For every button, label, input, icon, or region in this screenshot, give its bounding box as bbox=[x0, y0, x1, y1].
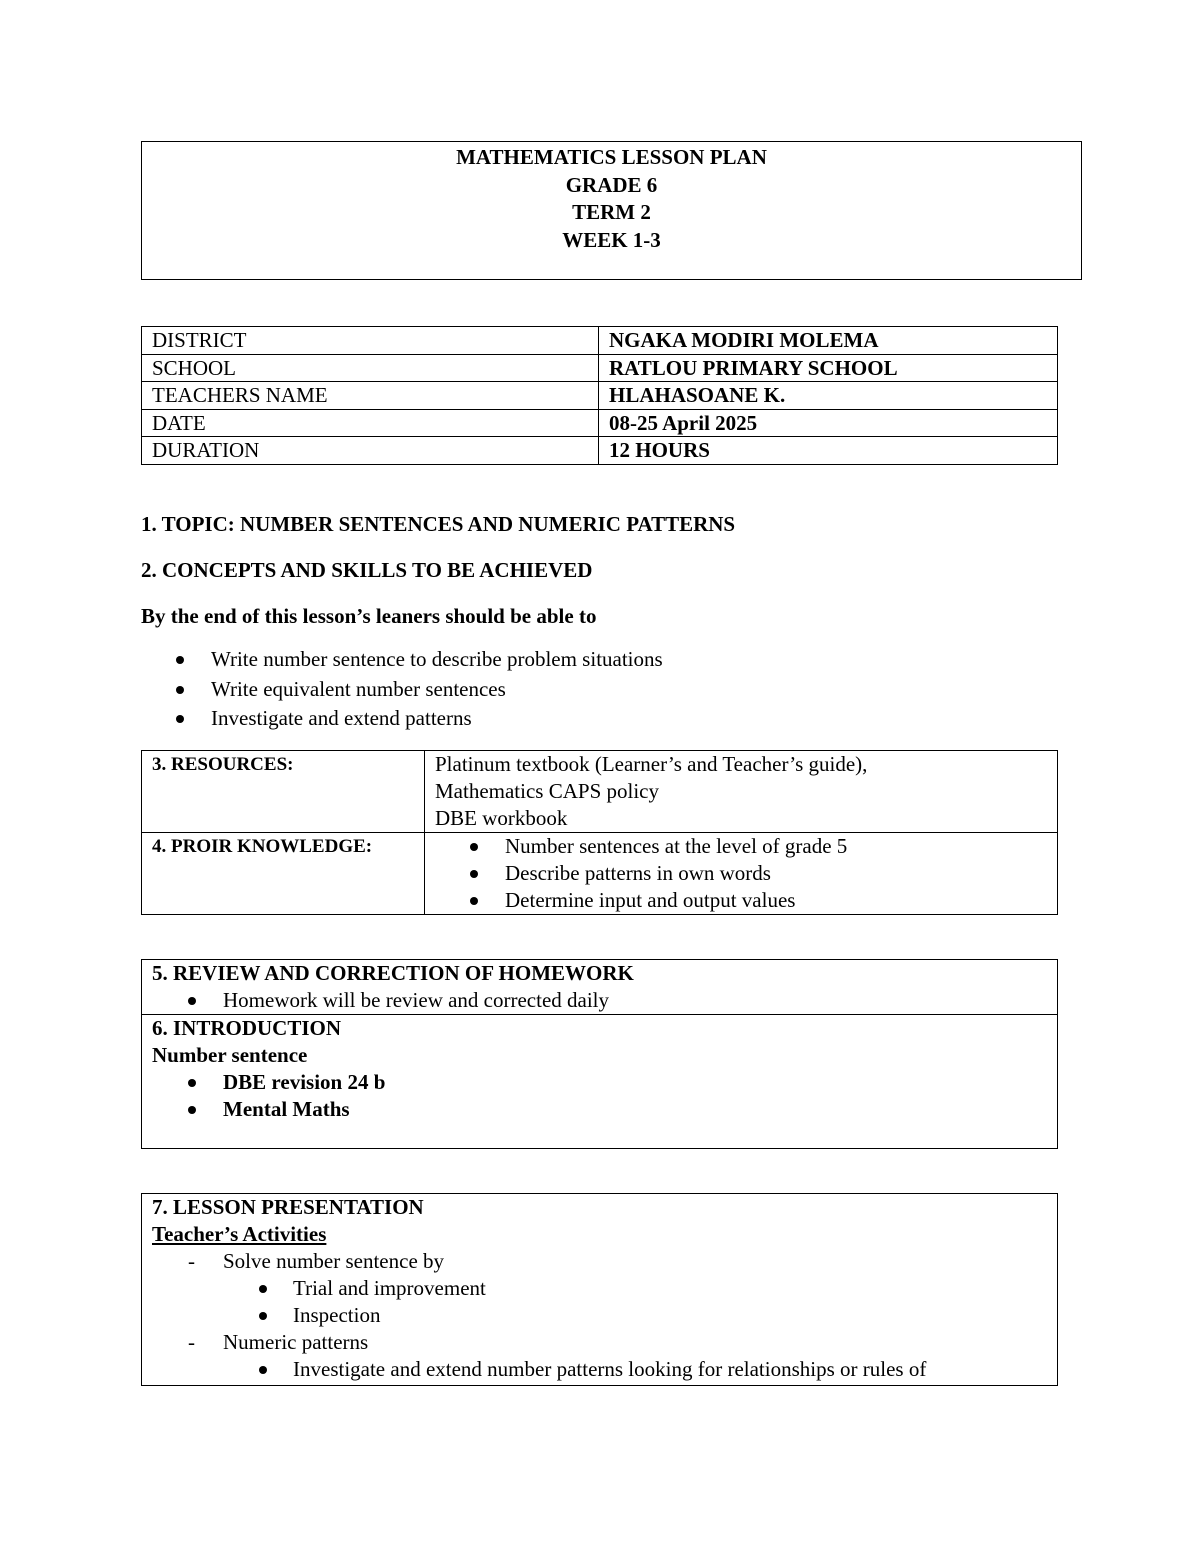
topic-heading: 1. TOPIC: NUMBER SENTENCES AND NUMERIC PATTERNS bbox=[141, 512, 736, 536]
bullet-icon bbox=[470, 897, 478, 905]
list-item: Describe patterns in own words bbox=[435, 860, 1047, 887]
list-item: Mental Maths bbox=[152, 1096, 1047, 1123]
prior-knowledge-cell bbox=[425, 833, 1058, 915]
bullet-icon bbox=[188, 1106, 196, 1114]
bullet-icon bbox=[470, 870, 478, 878]
dash-marker: - bbox=[188, 1330, 195, 1354]
info-label: SCHOOL bbox=[142, 354, 599, 382]
list-item: Investigate and extend number patterns looking for relationships or rules of bbox=[152, 1356, 1047, 1383]
info-value: NGAKA MODIRI MOLEMA bbox=[599, 327, 1058, 355]
bullet-icon bbox=[259, 1312, 267, 1320]
info-label: DATE bbox=[142, 409, 599, 437]
table-row bbox=[142, 354, 1058, 382]
table-row bbox=[142, 833, 1058, 915]
concepts-heading: 2. CONCEPTS AND SKILLS TO BE ACHIEVED bbox=[141, 558, 593, 582]
resources-cell bbox=[425, 751, 1058, 833]
info-label: DISTRICT bbox=[142, 327, 599, 355]
list-item: Homework will be review and corrected daily bbox=[152, 987, 1047, 1014]
list-item: Write number sentence to describe problem situations bbox=[141, 645, 663, 675]
info-value: HLAHASOANE K. bbox=[599, 382, 1058, 410]
list-item: Write equivalent number sentences bbox=[141, 675, 663, 705]
list-item: DBE revision 24 b bbox=[152, 1069, 1047, 1096]
presentation-box bbox=[141, 1193, 1058, 1386]
table-row bbox=[142, 437, 1058, 465]
list-item: Trial and improvement bbox=[152, 1275, 1047, 1302]
list-item: Inspection bbox=[152, 1302, 1047, 1329]
review-heading: 5. REVIEW AND CORRECTION OF HOMEWORK bbox=[152, 961, 634, 985]
list-item: Determine input and output values bbox=[435, 887, 1047, 914]
list-item: Investigate and extend patterns bbox=[141, 704, 663, 734]
resources-table bbox=[141, 750, 1058, 915]
table-row bbox=[142, 327, 1058, 355]
title-box bbox=[141, 141, 1082, 280]
prior-knowledge-label: 4. PROIR KNOWLEDGE: bbox=[142, 833, 425, 915]
list-item: - Numeric patterns bbox=[188, 1330, 369, 1354]
resources-label: 3. RESOURCES: bbox=[142, 751, 425, 833]
info-value: 08-25 April 2025 bbox=[599, 409, 1058, 437]
resource-line: DBE workbook bbox=[435, 806, 568, 830]
introduction-box bbox=[141, 1014, 1058, 1149]
table-row bbox=[142, 382, 1058, 410]
introduction-heading: 6. INTRODUCTION bbox=[152, 1016, 342, 1040]
bullet-icon bbox=[259, 1285, 267, 1293]
term-label: TERM 2 bbox=[572, 200, 651, 224]
dash-marker: - bbox=[188, 1249, 195, 1273]
teacher-activities-heading: Teacher’s Activities bbox=[152, 1222, 327, 1246]
resource-line: Platinum textbook (Learner’s and Teacher’s guide), bbox=[435, 752, 868, 776]
info-table bbox=[141, 326, 1058, 465]
bullet-icon bbox=[259, 1366, 267, 1374]
grade-label: GRADE 6 bbox=[565, 172, 658, 197]
list-item: Number sentences at the level of grade 5 bbox=[435, 833, 1047, 860]
list-item: - Solve number sentence by bbox=[188, 1249, 445, 1273]
review-box bbox=[141, 959, 1058, 1015]
doc-title: MATHEMATICS LESSON PLAN bbox=[456, 145, 767, 169]
resource-line: Mathematics CAPS policy bbox=[435, 779, 659, 803]
introduction-subheading: Number sentence bbox=[152, 1043, 308, 1067]
info-label: TEACHERS NAME bbox=[142, 382, 599, 410]
info-value: RATLOU PRIMARY SCHOOL bbox=[599, 354, 1058, 382]
info-value: 12 HOURS bbox=[599, 437, 1058, 465]
bullet-icon bbox=[188, 997, 196, 1005]
bullet-icon bbox=[188, 1079, 196, 1087]
concepts-list bbox=[141, 645, 663, 734]
table-row bbox=[142, 751, 1058, 833]
table-row bbox=[142, 409, 1058, 437]
bullet-icon bbox=[470, 843, 478, 851]
presentation-heading: 7. LESSON PRESENTATION bbox=[152, 1195, 424, 1219]
concepts-intro: By the end of this lesson’s leaners should be able to bbox=[141, 604, 597, 628]
week-label: WEEK 1-3 bbox=[562, 227, 661, 252]
info-label: DURATION bbox=[142, 437, 599, 465]
